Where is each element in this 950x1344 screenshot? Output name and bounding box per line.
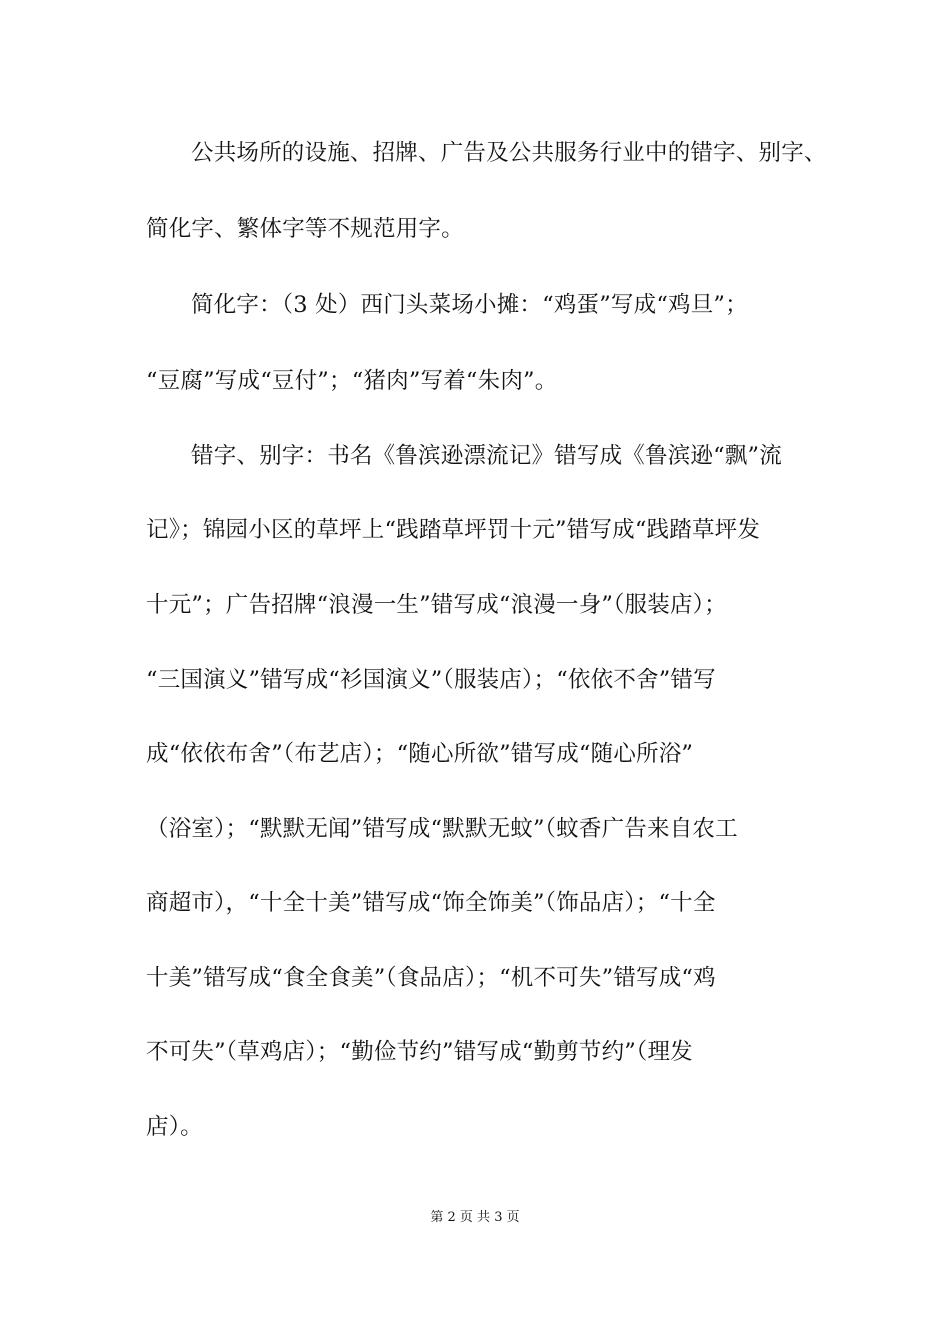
paragraph-3-line-7: 商超市），“十全十美”错写成“饰全饰美”（饰品店）；“十全 [146,890,716,916]
paragraph-3-line-2: 记》；锦园小区的草坪上“践踏草坪罚十元”错写成“践踏草坪发 [146,517,761,543]
paragraph-1-line-1: 公共场所的设施、招牌、广告及公共服务行业中的错字、别字、 [191,140,827,166]
paragraph-2-line-2: “豆腐”写成“豆付”；“猪肉”写着“朱肉”。 [146,368,558,394]
paragraph-3-line-5: 成“依依布舍”（布艺店）；“随心所欲”错写成“随心所浴” [146,741,694,767]
paragraph-1-line-2: 简化字、繁体字等不规范用字。 [146,216,464,242]
paragraph-3-line-6: （浴室）；“默默无闻”错写成“默默无蚊”（蚊香广告来自农工 [146,816,738,842]
paragraph-3-line-3: 十元”；广告招牌“浪漫一生”错写成“浪漫一身”（服装店）； [146,592,727,618]
paragraph-3-line-10: 店）。 [146,1114,203,1140]
paragraph-3-line-4: “三国演义”错写成“衫国演义”（服装店）；“依依不舍”错写 [146,667,716,693]
paragraph-2-line-1: 简化字：（3 处）西门头菜场小摊：“鸡蛋”写成“鸡旦”； [191,292,748,318]
page-number-footer: 第 2 页 共 3 页 [430,1210,520,1225]
paragraph-3-line-9: 不可失”（草鸡店）；“勤俭节约”错写成“勤剪节约”（理发 [146,1039,693,1065]
paragraph-3-line-8: 十美”错写成“食全食美”（食品店）；“机不可失”错写成“鸡 [146,965,716,991]
paragraph-3-line-1: 错字、别字：书名《鲁滨逊漂流记》错写成《鲁滨逊“飘”流 [191,443,782,469]
